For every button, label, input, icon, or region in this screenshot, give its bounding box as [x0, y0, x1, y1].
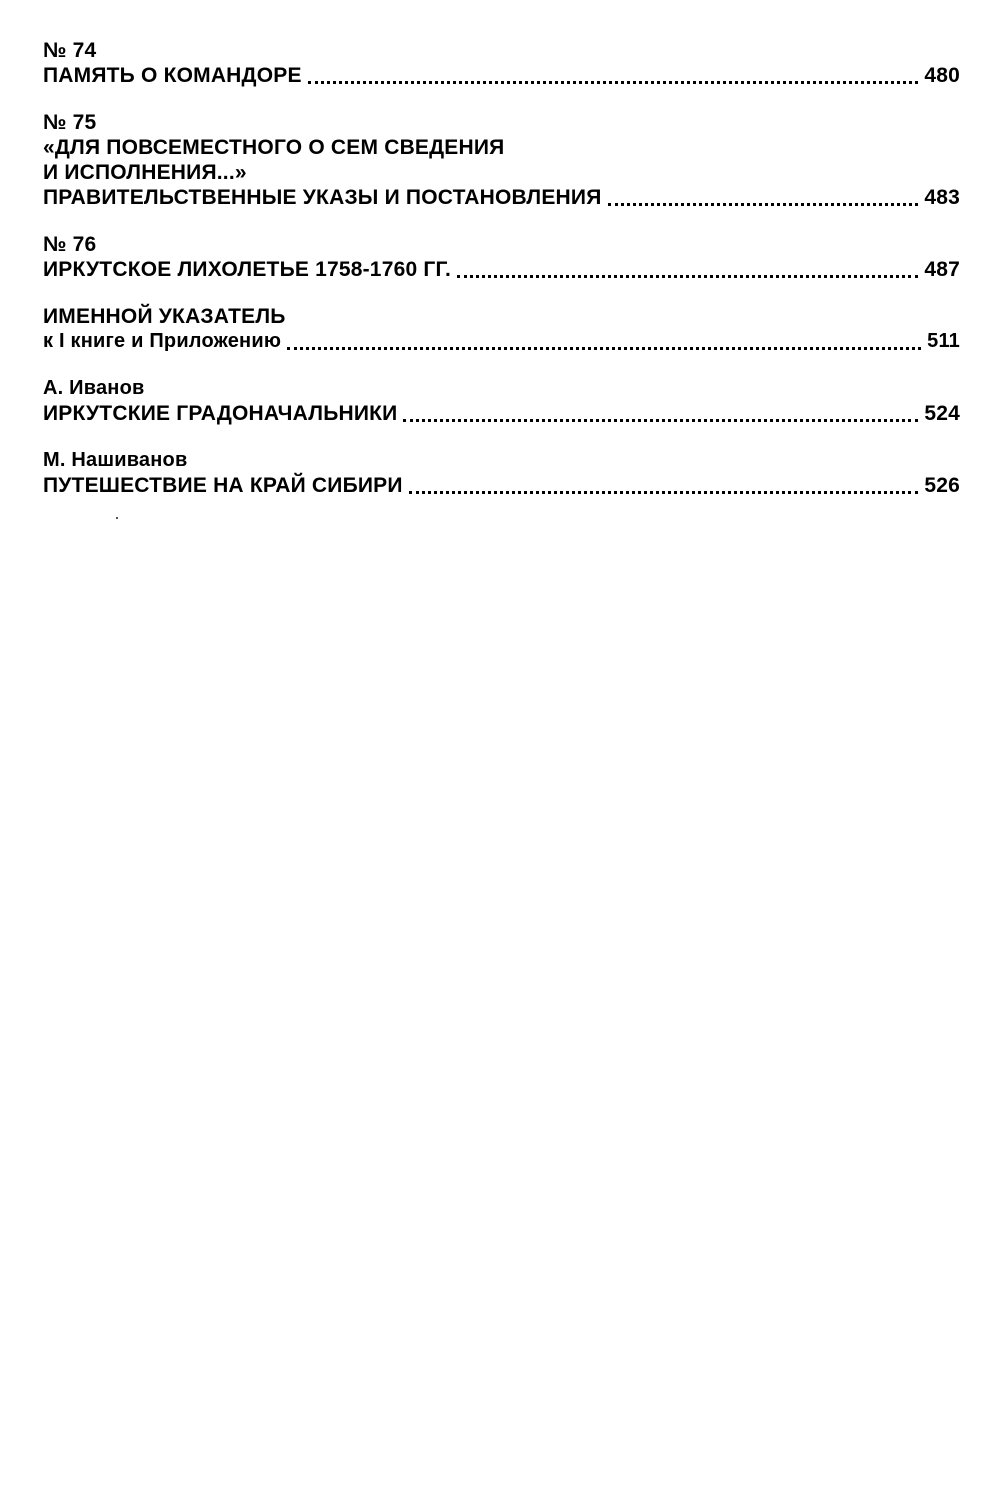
entry-title: ИРКУТСКИЕ ГРАДОНАЧАЛЬНИКИ	[43, 402, 398, 425]
print-speck	[116, 517, 118, 519]
toc-entry-74	[43, 38, 960, 88]
toc-line[interactable]	[43, 329, 960, 354]
dot-leader	[403, 419, 918, 422]
page-number: 483	[924, 186, 960, 209]
entry-author: М. Нашиванов	[43, 449, 188, 471]
toc-line[interactable]	[43, 63, 960, 88]
page-number: 487	[924, 258, 960, 281]
entry-author: А. Иванов	[43, 377, 145, 399]
toc-entry-index	[43, 304, 960, 354]
toc-line[interactable]	[43, 257, 960, 282]
toc-line[interactable]	[43, 401, 960, 426]
entry-title: ПРАВИТЕЛЬСТВЕННЫЕ УКАЗЫ И ПОСТАНОВЛЕНИЯ	[43, 186, 602, 209]
entry-subtitle-line: И ИСПОЛНЕНИЯ...»	[43, 161, 247, 184]
dot-leader	[308, 81, 919, 84]
entry-number: № 76	[43, 233, 97, 256]
entry-title: ИРКУТСКОЕ ЛИХОЛЕТЬЕ 1758-1760 ГГ.	[43, 258, 451, 281]
toc-entry-ivanov	[43, 376, 960, 426]
entry-subtitle-line: «ДЛЯ ПОВСЕМЕСТНОГО О СЕМ СВЕДЕНИЯ	[43, 136, 505, 159]
dot-leader	[608, 203, 919, 206]
entry-number: № 74	[43, 39, 97, 62]
dot-leader	[457, 275, 918, 278]
toc-entry-75	[43, 110, 960, 210]
entry-title: ПУТЕШЕСТВИЕ НА КРАЙ СИБИРИ	[43, 474, 403, 497]
page-number: 480	[924, 64, 960, 87]
toc-line[interactable]	[43, 473, 960, 498]
entry-number: № 75	[43, 111, 97, 134]
toc-line[interactable]	[43, 185, 960, 210]
entry-title: ПАМЯТЬ О КОМАНДОРЕ	[43, 64, 302, 87]
dot-leader	[409, 491, 919, 494]
page-number: 511	[927, 330, 960, 352]
dot-leader	[287, 347, 921, 350]
entry-heading: ИМЕННОЙ УКАЗАТЕЛЬ	[43, 305, 286, 328]
entry-title: к I книге и Приложению	[43, 330, 282, 352]
page-number: 524	[924, 402, 960, 425]
toc-entry-76	[43, 232, 960, 282]
table-of-contents	[43, 38, 960, 520]
toc-entry-nashivanov	[43, 448, 960, 498]
page-number: 526	[924, 474, 960, 497]
